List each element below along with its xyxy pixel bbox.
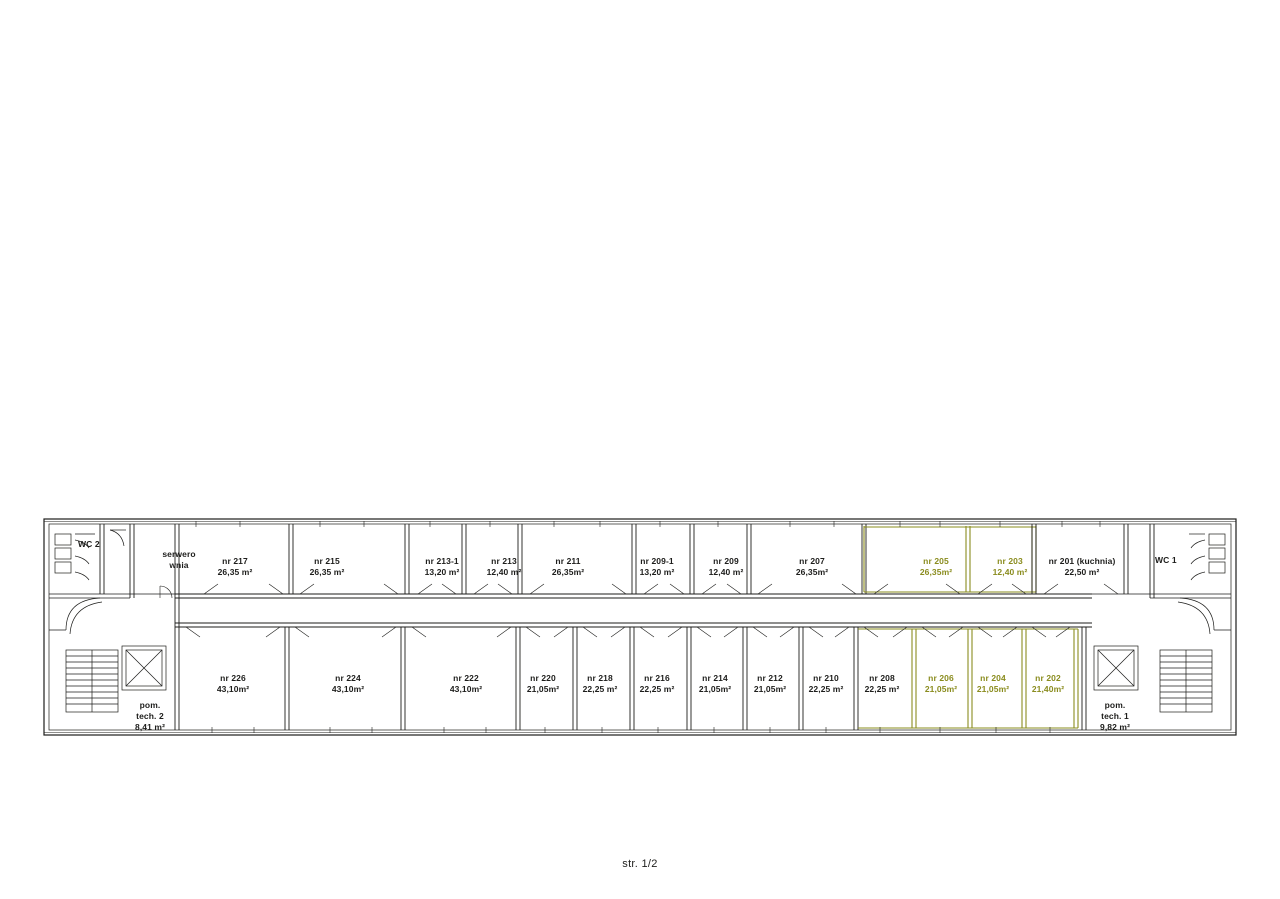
room-area: 13,20 m² (639, 567, 675, 577)
bottom-room-label (685, 673, 745, 695)
top-room-label (297, 556, 357, 578)
room-area: 21,40m² (1031, 684, 1065, 694)
room-number: nr 206 (928, 673, 954, 683)
room-area: 43,10m² (449, 684, 483, 694)
bottom-room-label (911, 673, 971, 695)
bottom-room-label (436, 673, 496, 695)
page-number: str. 1/2 (622, 858, 658, 870)
top-room-label (980, 556, 1040, 578)
top-room-label (412, 556, 472, 578)
room-area: 26,35 m² (217, 567, 253, 577)
room-number: nr 220 (530, 673, 556, 683)
room-number: nr 226 (220, 673, 246, 683)
bottom-room-label (127, 700, 173, 733)
room-number: nr 210 (813, 673, 839, 683)
bottom-room-label (318, 673, 378, 695)
room-area: 26,35m² (551, 567, 585, 577)
bottom-room-label (1018, 673, 1078, 695)
room-number: nr 217 (222, 556, 248, 566)
bottom-room-label (570, 673, 630, 695)
room-number: nr 215 (314, 556, 340, 566)
room-number: nr 218 (587, 673, 613, 683)
room-number: nr 212 (757, 673, 783, 683)
room-number: WC 1 (1155, 555, 1177, 565)
room-area-secondary: 8,41 m² (135, 722, 165, 732)
plan-walls (44, 519, 1236, 735)
room-number: nr 208 (869, 673, 895, 683)
room-number: nr 214 (702, 673, 728, 683)
room-area: 43,10m² (216, 684, 250, 694)
room-area: 13,20 m² (424, 567, 460, 577)
bottom-room-label (627, 673, 687, 695)
room-area: 43,10m² (331, 684, 365, 694)
room-number: WC 2 (78, 539, 100, 549)
room-number: nr 211 (555, 556, 581, 566)
top-room-label (205, 556, 265, 578)
room-area: 21,05m² (753, 684, 787, 694)
top-room-label (782, 556, 842, 578)
bottom-room-label (740, 673, 800, 695)
room-area: 22,50 m² (1064, 567, 1100, 577)
room-number: nr 202 (1035, 673, 1061, 683)
room-number: serwero (162, 549, 196, 559)
room-area: tech. 1 (1101, 711, 1129, 721)
room-area: 21,05m² (976, 684, 1010, 694)
room-area: 22,25 m² (582, 684, 618, 694)
room-number: nr 209-1 (640, 556, 674, 566)
room-number: nr 207 (799, 556, 825, 566)
room-number: nr 213 (491, 556, 517, 566)
room-area: 21,05m² (924, 684, 958, 694)
top-room-label (627, 556, 687, 578)
room-area: 22,25 m² (864, 684, 900, 694)
room-area: 26,35m² (919, 567, 953, 577)
room-area: 21,05m² (526, 684, 560, 694)
room-number: nr 216 (644, 673, 670, 683)
top-room-label (696, 556, 756, 578)
room-area: 12,40 m² (486, 567, 522, 577)
room-number: nr 209 (713, 556, 739, 566)
room-area: 26,35 m² (309, 567, 345, 577)
top-room-label (538, 556, 598, 578)
room-number: nr 203 (997, 556, 1023, 566)
room-number: nr 222 (453, 673, 479, 683)
top-room-label (78, 539, 118, 550)
room-number: nr 204 (980, 673, 1006, 683)
bottom-room-label (796, 673, 856, 695)
room-area: tech. 2 (136, 711, 164, 721)
room-area: 12,40 m² (992, 567, 1028, 577)
room-number: nr 224 (335, 673, 361, 683)
top-room-label (1040, 556, 1124, 578)
bottom-room-label (852, 673, 912, 695)
room-number: pom. (1104, 700, 1126, 710)
top-room-label (1155, 555, 1189, 566)
bottom-room-label (513, 673, 573, 695)
room-area: wnia (169, 560, 189, 570)
room-number: pom. (139, 700, 161, 710)
room-number: nr 213-1 (425, 556, 459, 566)
room-number: nr 205 (923, 556, 949, 566)
bottom-room-label (1092, 700, 1138, 733)
room-area: 12,40 m² (708, 567, 744, 577)
room-area-secondary: 9,82 m² (1100, 722, 1130, 732)
room-number: nr 201 (kuchnia) (1048, 556, 1116, 566)
top-room-label (474, 556, 534, 578)
room-area: 21,05m² (698, 684, 732, 694)
top-room-label (906, 556, 966, 578)
room-area: 22,25 m² (808, 684, 844, 694)
bottom-room-label (963, 673, 1023, 695)
top-room-label (156, 549, 202, 571)
room-area: 22,25 m² (639, 684, 675, 694)
bottom-room-label (203, 673, 263, 695)
room-area: 26,35m² (795, 567, 829, 577)
